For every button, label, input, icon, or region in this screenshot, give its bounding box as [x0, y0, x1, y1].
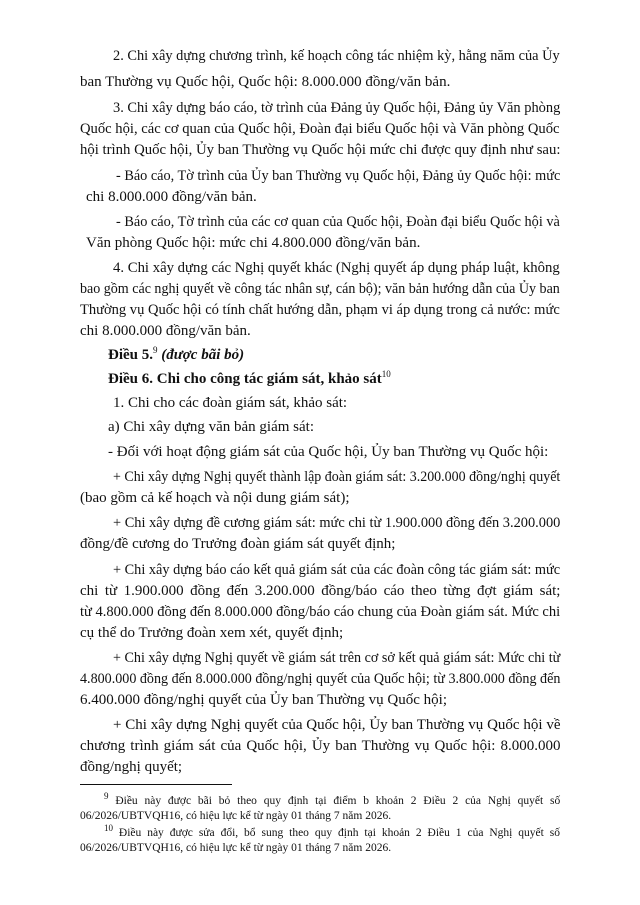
- article-5-note: (được bãi bỏ): [157, 347, 245, 363]
- section-a: a) Chi xây dựng văn bản giám sát:: [108, 419, 315, 435]
- footnote-separator: [80, 784, 232, 785]
- plus-item-5-line-3: đồng/nghị quyết;: [80, 759, 183, 775]
- dash-item-2-line-2: Văn phòng Quốc hội: mức chi 4.800.000 đồng/văn bản.: [86, 235, 421, 251]
- footnote-10-line-2: 06/2026/UBTVQH16, có hiệu lực kể từ ngày 01 tháng 7 năm 2026.: [80, 842, 392, 854]
- footnote-9-line-2: 06/2026/UBTVQH16, có hiệu lực kể từ ngày 01 tháng 7 năm 2026.: [80, 810, 392, 822]
- article-5-label: Điều 5.: [108, 347, 153, 363]
- footnote-9-line-1: [104, 791, 561, 808]
- footnote-10-text: Điều này được sửa đổi, bổ sung theo quy định tại khoản 2 Điều 1 của Nghị quyết số: [113, 827, 560, 839]
- dash-item-1-line-1: - Báo cáo, Tờ trình của Ủy ban Thường vụ Quốc hội, Đảng ủy Quốc hội: mức: [116, 168, 561, 184]
- footnote-ref-10: 10: [381, 369, 391, 379]
- dash-item-2-line-1: - Báo cáo, Tờ trình của các cơ quan của Quốc hội, Đoàn đại biểu Quốc hội và: [116, 214, 560, 230]
- dash-item-1-line-2: chi 8.000.000 đồng/văn bản.: [86, 189, 257, 205]
- section-1: 1. Chi cho các đoàn giám sát, khảo sát:: [113, 395, 348, 411]
- plus-item-1-line-1: + Chi xây dựng Nghị quyết thành lập đoàn giám sát: 3.200.000 đồng/nghị quyết: [113, 469, 561, 485]
- para-2-line-2: ban Thường vụ Quốc hội, Quốc hội: 8.000.000 đồng/văn bản.: [80, 74, 451, 90]
- footnote-10-line-1: [104, 823, 560, 840]
- footnote-9-number: 9: [104, 791, 109, 802]
- para-4-line-2: bao gồm các nghị quyết về công tác nhân sự, cán bộ); văn bản hướng dẫn của Ủy ban: [80, 281, 560, 297]
- para-2-line-1: 2. Chi xây dựng chương trình, kế hoạch công tác nhiệm kỳ, hằng năm của Ủy: [113, 48, 560, 64]
- plus-item-4-line-1: + Chi xây dựng Nghị quyết về giám sát trên cơ sở kết quả giám sát: Mức chi từ: [113, 650, 561, 666]
- footnote-ref-9: 9: [153, 345, 158, 355]
- article-5-heading: [108, 346, 244, 364]
- plus-item-3-line-1: + Chi xây dựng báo cáo kết quả giám sát của các đoàn công tác giám sát: mức: [113, 562, 561, 578]
- article-6-heading: [108, 370, 391, 388]
- para-3-line-1: 3. Chi xây dựng báo cáo, tờ trình của Đảng ủy Quốc hội, Đảng ủy Văn phòng: [113, 100, 561, 116]
- section-dash: - Đối với hoạt động giám sát của Quốc hội, Ủy ban Thường vụ Quốc hội:: [108, 444, 549, 460]
- footnote-10-number: 10: [104, 823, 113, 834]
- footnote-9-text: Điều này được bãi bỏ theo quy định tại điểm b khoản 2 Điều 2 của Nghị quyết số: [108, 795, 561, 807]
- plus-item-3-line-2: chi từ 1.900.000 đồng đến 3.200.000 đồng/báo cáo theo từng đợt giám sát;: [80, 583, 561, 599]
- plus-item-4-line-3: 6.400.000 đồng/nghị quyết của Ủy ban Thường vụ Quốc hội;: [80, 692, 447, 708]
- plus-item-4-line-2: 4.800.000 đồng đến 8.000.000 đồng/nghị quyết của Quốc hội; từ 3.800.000 đồng đến: [80, 671, 561, 687]
- article-6-title: Điều 6. Chi cho công tác giám sát, khảo sát: [108, 371, 382, 387]
- plus-item-3-line-3: từ 4.800.000 đồng đến 8.000.000 đồng/báo cáo chung của Đoàn giám sát. Mức chi: [80, 604, 561, 620]
- plus-item-5-line-1: + Chi xây dựng Nghị quyết của Quốc hội, Ủy ban Thường vụ Quốc hội về: [113, 717, 561, 733]
- plus-item-2-line-2: đồng/đề cương do Trưởng đoàn giám sát quyết định;: [80, 536, 396, 552]
- para-3-line-3: hội trình Quốc hội, Ủy ban Thường vụ Quốc hội mức chi được quy định như sau:: [80, 142, 561, 158]
- plus-item-5-line-2: chương trình giám sát của Quốc hội, Ủy ban Thường vụ Quốc hội: 8.000.000: [80, 738, 561, 754]
- plus-item-3-line-4: cụ thể do Trưởng đoàn xem xét, quyết định;: [80, 625, 344, 641]
- para-4-line-1: 4. Chi xây dựng các Nghị quyết khác (Nghị quyết áp dụng pháp luật, không: [113, 260, 560, 276]
- para-4-line-3: Thường vụ Quốc hội có tính chất hướng dẫn, phạm vi áp dụng trong cả nước: mức: [80, 302, 560, 318]
- para-4-line-4: chi 8.000.000 đồng/văn bản.: [80, 323, 251, 339]
- plus-item-1-line-2: (bao gồm cả kế hoạch và nội dung giám sát);: [80, 490, 350, 506]
- plus-item-2-line-1: + Chi xây dựng đề cương giám sát: mức chi từ 1.900.000 đồng đến 3.200.000: [113, 515, 561, 531]
- para-3-line-2: Quốc hội, các cơ quan của Quốc hội, Đoàn đại biểu Quốc hội và Văn phòng Quốc: [80, 121, 560, 137]
